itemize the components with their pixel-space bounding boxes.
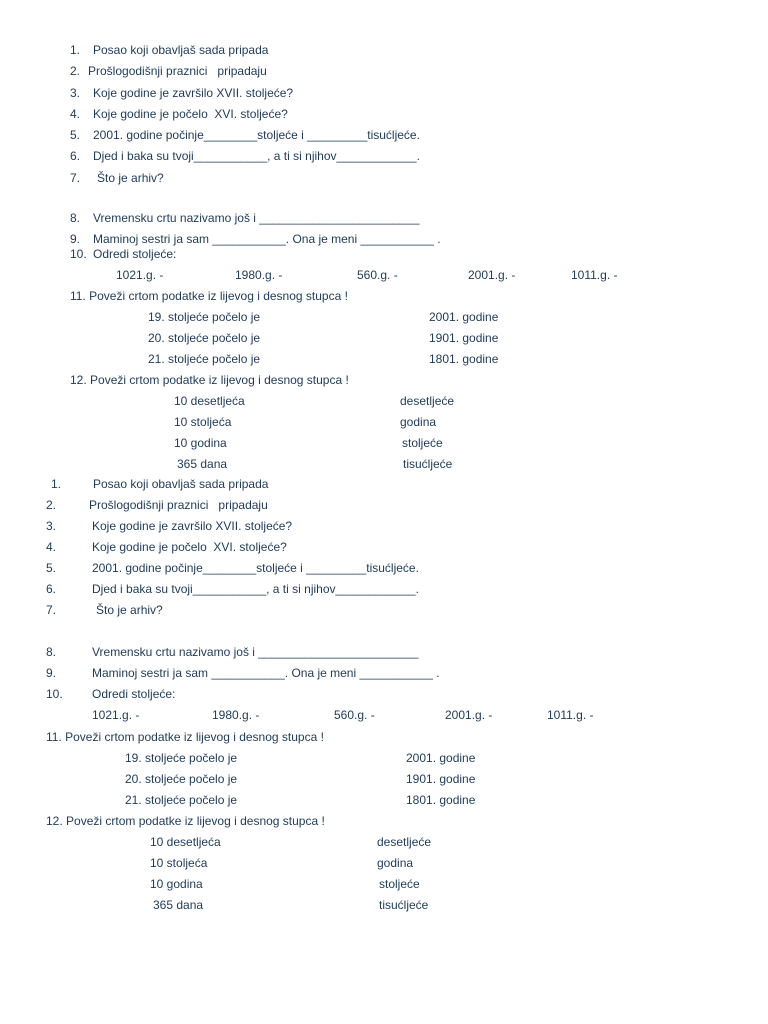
- question-5-number: 5.: [46, 561, 57, 575]
- question-8-number: 8.: [46, 645, 57, 659]
- question-1-text: Posao koji obavljaš sada pripada: [93, 43, 269, 57]
- question-10-text: Odredi stoljeće:: [93, 247, 177, 261]
- match-left-item: 21. stoljeće počelo je: [148, 352, 261, 366]
- year-item: 1011.g. -: [547, 708, 594, 722]
- match-left-item: 10 desetljeća: [174, 394, 245, 408]
- question-2-text: Prošlogodišnji praznici pripadaju: [89, 498, 268, 512]
- year-item: 1980.g. -: [212, 708, 260, 722]
- question-8-text: Vremensku crtu nazivamo još i ________________________: [93, 211, 420, 225]
- question-2-text: Prošlogodišnji praznici pripadaju: [88, 64, 267, 78]
- question-2-number: 2.: [46, 498, 57, 512]
- question-5-text: 2001. godine počinje________stoljeće i _________tisućljeće.: [92, 561, 419, 575]
- question-5-text: 2001. godine počinje________stoljeće i _________tisućljeće.: [93, 128, 420, 142]
- match-left-item: 20. stoljeće počelo je: [148, 331, 261, 345]
- year-item: 1011.g. -: [571, 268, 618, 282]
- match-left-item: 19. stoljeće počelo je: [148, 310, 261, 324]
- match-right-item: 2001. godine: [406, 751, 476, 765]
- question-1-number: 1.: [70, 43, 81, 57]
- question-4-number: 4.: [70, 107, 81, 121]
- year-item: 2001.g. -: [445, 708, 493, 722]
- question-10-text: Odredi stoljeće:: [92, 687, 176, 701]
- question-4-number: 4.: [46, 540, 57, 554]
- match-right-item: 1901. godine: [406, 772, 476, 786]
- question-6-number: 6.: [70, 149, 81, 163]
- question-9-number: 9.: [46, 666, 57, 680]
- match-right-item: 2001. godine: [429, 310, 499, 324]
- year-item: 1980.g. -: [235, 268, 283, 282]
- match-left-item: 365 dana: [177, 457, 228, 471]
- question-2-number: 2.: [70, 64, 81, 78]
- match-left-item: 19. stoljeće počelo je: [125, 751, 238, 765]
- match-right-item: desetljeće: [377, 835, 432, 849]
- question-1-number: 1.: [51, 477, 62, 491]
- year-item: 1021.g. -: [92, 708, 140, 722]
- question-12-text: 12. Poveži crtom podatke iz lijevog i desnog stupca !: [46, 814, 325, 828]
- match-right-item: desetljeće: [400, 394, 455, 408]
- match-left-item: 20. stoljeće počelo je: [125, 772, 238, 786]
- question-6-text: Djed i baka su tvoji___________, a ti si njihov____________.: [93, 149, 420, 163]
- match-right-item: 1801. godine: [429, 352, 499, 366]
- question-3-number: 3.: [46, 519, 57, 533]
- question-6-text: Djed i baka su tvoji___________, a ti si njihov____________.: [92, 582, 419, 596]
- match-right-item: 1801. godine: [406, 793, 476, 807]
- year-item: 2001.g. -: [468, 268, 516, 282]
- match-right-item: godina: [377, 856, 414, 870]
- question-11-text: 11. Poveži crtom podatke iz lijevog i desnog stupca !: [70, 289, 348, 303]
- match-right-item: stoljeće: [379, 877, 420, 891]
- question-1-text: Posao koji obavljaš sada pripada: [93, 477, 269, 491]
- match-left-item: 10 desetljeća: [150, 835, 221, 849]
- question-7-text: Što je arhiv?: [96, 603, 163, 617]
- question-4-text: Koje godine je počelo XVI. stoljeće?: [93, 107, 288, 121]
- question-7-number: 7.: [46, 603, 57, 617]
- match-left-item: 21. stoljeće počelo je: [125, 793, 238, 807]
- match-left-item: 10 godina: [150, 877, 203, 891]
- match-left-item: 10 godina: [174, 436, 227, 450]
- match-right-item: stoljeće: [402, 436, 443, 450]
- question-9-number: 9.: [70, 232, 81, 246]
- year-item: 560.g. -: [357, 268, 398, 282]
- match-right-item: godina: [400, 415, 437, 429]
- match-right-item: tisućljeće: [403, 457, 453, 471]
- year-item: 560.g. -: [334, 708, 375, 722]
- year-item: 1021.g. -: [116, 268, 164, 282]
- match-left-item: 10 stoljeća: [150, 856, 208, 870]
- question-8-text: Vremensku crtu nazivamo još i ________________________: [92, 645, 419, 659]
- question-8-number: 8.: [70, 211, 81, 225]
- question-7-text: Što je arhiv?: [97, 171, 164, 185]
- question-3-text: Koje godine je završilo XVII. stoljeće?: [93, 86, 294, 100]
- match-right-item: 1901. godine: [429, 331, 499, 345]
- question-6-number: 6.: [46, 582, 57, 596]
- question-12-text: 12. Poveži crtom podatke iz lijevog i desnog stupca !: [70, 373, 349, 387]
- question-10-number: 10.: [70, 247, 87, 261]
- question-7-number: 7.: [70, 171, 81, 185]
- question-9-text: Maminoj sestri ja sam ___________. Ona je meni ___________ .: [93, 232, 441, 246]
- match-left-item: 10 stoljeća: [174, 415, 232, 429]
- question-9-text: Maminoj sestri ja sam ___________. Ona je meni ___________ .: [92, 666, 440, 680]
- match-left-item: 365 dana: [153, 898, 204, 912]
- question-5-number: 5.: [70, 128, 81, 142]
- question-10-number: 10.: [46, 687, 63, 701]
- question-4-text: Koje godine je počelo XVI. stoljeće?: [92, 540, 287, 554]
- question-11-text: 11. Poveži crtom podatke iz lijevog i desnog stupca !: [46, 730, 324, 744]
- question-3-number: 3.: [70, 86, 81, 100]
- question-3-text: Koje godine je završilo XVII. stoljeće?: [92, 519, 293, 533]
- match-right-item: tisućljeće: [379, 898, 429, 912]
